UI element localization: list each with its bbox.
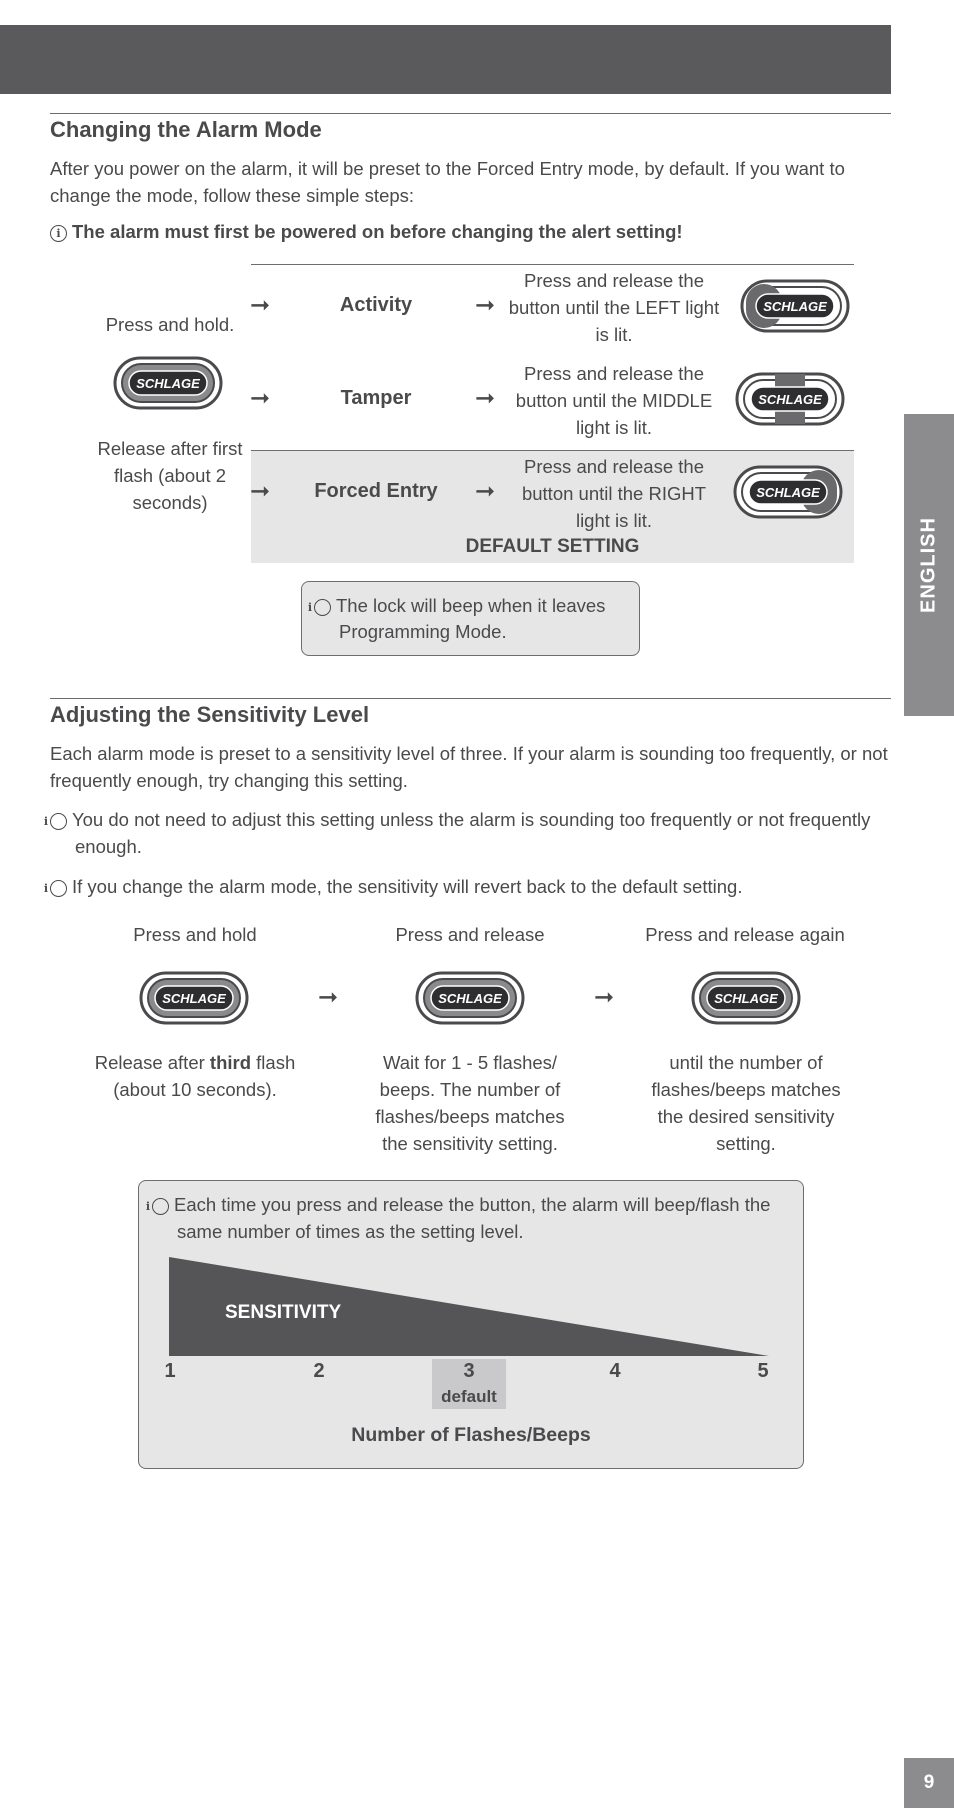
right-arrow-icon: ➞ xyxy=(475,385,496,412)
sensitivity-box-note xyxy=(145,1191,817,1245)
tick-label: 4 xyxy=(609,1360,621,1382)
schlage-button-image xyxy=(415,970,525,1031)
schlage-button-image xyxy=(691,970,801,1031)
release-after-text: Release after first flash (about 2 seconds) xyxy=(97,438,243,513)
brand-text: SCHLAGE xyxy=(714,991,778,1006)
language-side-tab xyxy=(904,414,954,716)
right-arrow-icon: ➞ xyxy=(250,385,271,412)
brand-text: SCHLAGE xyxy=(756,485,820,500)
step-2-desc: Wait for 1 - 5 flashes/ beeps. The number of flashes/beeps matches the sensitivity setting. xyxy=(375,1052,565,1154)
page-number: 9 xyxy=(904,1758,954,1808)
brand-text: SCHLAGE xyxy=(136,376,200,391)
default-setting-label: DEFAULT SETTING xyxy=(465,536,640,557)
info-icon: i xyxy=(50,880,67,897)
mode-forced-entry: Forced Entry xyxy=(314,480,438,502)
axis-label: Number of Flashes/Beeps xyxy=(351,1424,591,1446)
schlage-button-middle-lit xyxy=(735,371,845,432)
schlage-button-image xyxy=(139,970,249,1031)
right-arrow-icon: ➞ xyxy=(594,984,615,1011)
brand-text: SCHLAGE xyxy=(758,392,822,407)
section-divider xyxy=(50,113,891,114)
box-note-text: Each time you press and release the button, the alarm will beep/flash the same number of times as the setting level. xyxy=(174,1194,771,1242)
brand-text: SCHLAGE xyxy=(763,299,827,314)
sensitivity-box xyxy=(138,1180,804,1469)
mode-tamper-desc: Press and release the button until the MIDDLE light is lit. xyxy=(515,363,713,438)
step-3-label: Press and release again xyxy=(645,924,845,945)
sensitivity-intro: Each alarm mode is preset to a sensitivity level of three. If your alarm is sounding too frequently, or not frequently enough, try changing this setting. xyxy=(50,743,888,791)
right-arrow-icon: ➞ xyxy=(250,478,271,505)
beep-note-box xyxy=(301,581,640,656)
info-icon: i xyxy=(50,225,67,242)
info-icon: i xyxy=(314,599,331,616)
table-top-line xyxy=(251,264,854,265)
info-icon: i xyxy=(152,1198,169,1215)
tick-label: 2 xyxy=(313,1360,325,1382)
schlage-button-right-lit xyxy=(733,464,843,525)
right-arrow-icon: ➞ xyxy=(318,984,339,1011)
step-1-desc: Release after third flash (about 10 seconds). xyxy=(94,1052,296,1100)
mode-forced-entry-desc: Press and release the button until the RIGHT light is lit. xyxy=(521,456,707,531)
schlage-button-image xyxy=(113,355,223,416)
tick-label: 5 xyxy=(757,1360,769,1382)
section-title-alarm-mode: Changing the Alarm Mode xyxy=(50,117,322,142)
header-bar xyxy=(0,25,891,94)
brand-text: SCHLAGE xyxy=(162,991,226,1006)
right-arrow-icon: ➞ xyxy=(475,478,496,505)
press-hold-text: Press and hold. xyxy=(105,314,235,335)
note1-text: You do not need to adjust this setting unless the alarm is sounding too frequently or not frequently enough. xyxy=(72,809,871,857)
schlage-button-left-lit xyxy=(740,278,850,339)
mode-activity: Activity xyxy=(339,294,413,316)
beep-note-text: The lock will beep when it leaves Programming Mode. xyxy=(336,595,606,642)
alarm-mode-warning xyxy=(50,218,895,245)
step-2-label: Press and release xyxy=(395,924,545,945)
beep-note xyxy=(307,593,657,645)
mode-tamper: Tamper xyxy=(340,387,412,409)
right-arrow-icon: ➞ xyxy=(250,292,271,319)
info-icon: i xyxy=(50,813,67,830)
right-arrow-icon: ➞ xyxy=(475,292,496,319)
sensitivity-note-2 xyxy=(43,873,920,900)
warning-text: The alarm must first be powered on before changing the alert setting! xyxy=(72,221,683,242)
language-tab-text: ENGLISH xyxy=(917,517,940,613)
table-mid-line xyxy=(251,450,854,451)
step-1-label: Press and hold xyxy=(133,924,257,945)
brand-text: SCHLAGE xyxy=(438,991,502,1006)
step-3-desc: until the number of flashes/beeps matches the desired sensitivity setting. xyxy=(651,1052,841,1154)
sensitivity-label: SENSITIVITY xyxy=(225,1302,342,1323)
alarm-mode-intro: After you power on the alarm, it will be preset to the Forced Entry mode, by default. If you want to change the mode, follow these simple steps: xyxy=(50,158,845,206)
sensitivity-note-1 xyxy=(43,806,920,860)
tick-label: 1 xyxy=(164,1360,176,1382)
tick-label: 3 xyxy=(463,1360,475,1382)
section-title-sensitivity: Adjusting the Sensitivity Level xyxy=(50,702,370,727)
default-tag: default xyxy=(441,1387,497,1406)
mode-activity-desc: Press and release the button until the LEFT light is lit. xyxy=(508,270,720,345)
note2-text: If you change the alarm mode, the sensitivity will revert back to the default setting. xyxy=(72,876,743,897)
section-divider xyxy=(50,698,891,699)
